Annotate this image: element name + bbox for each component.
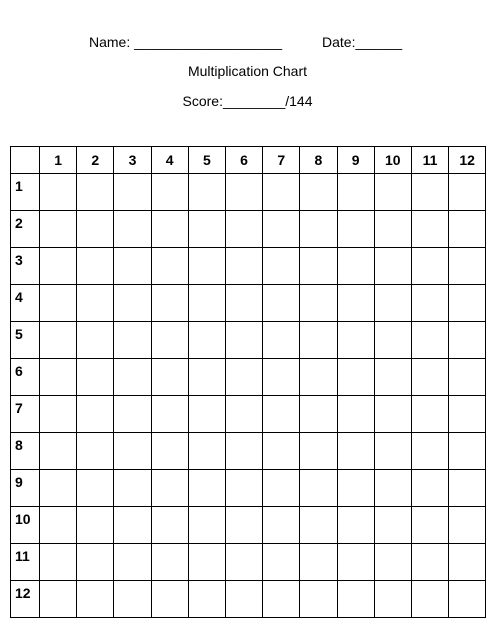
- answer-cell[interactable]: [40, 211, 77, 248]
- answer-cell[interactable]: [374, 248, 411, 285]
- column-header: 6: [225, 147, 262, 174]
- column-header: 4: [151, 147, 188, 174]
- answer-cell[interactable]: [263, 285, 300, 322]
- column-header: 5: [188, 147, 225, 174]
- answer-cell[interactable]: [40, 285, 77, 322]
- answer-cell[interactable]: [114, 322, 151, 359]
- answer-cell[interactable]: [114, 285, 151, 322]
- answer-cell[interactable]: [225, 322, 262, 359]
- answer-cell[interactable]: [263, 248, 300, 285]
- answer-cell[interactable]: [411, 470, 448, 507]
- answer-cell[interactable]: [40, 433, 77, 470]
- score-field-label: Score:________/144: [182, 93, 313, 109]
- row-header: 6: [11, 359, 40, 396]
- answer-cell[interactable]: [40, 507, 77, 544]
- answer-cell[interactable]: [374, 285, 411, 322]
- answer-cell[interactable]: [188, 396, 225, 433]
- answer-cell[interactable]: [337, 470, 374, 507]
- answer-cell[interactable]: [151, 248, 188, 285]
- answer-cell[interactable]: [40, 248, 77, 285]
- answer-cell[interactable]: [77, 248, 114, 285]
- column-header: 7: [263, 147, 300, 174]
- table-row: [11, 470, 486, 507]
- answer-cell[interactable]: [77, 433, 114, 470]
- answer-cell[interactable]: [77, 285, 114, 322]
- answer-cell[interactable]: [263, 211, 300, 248]
- answer-cell[interactable]: [411, 285, 448, 322]
- row-header: 5: [11, 322, 40, 359]
- answer-cell[interactable]: [449, 359, 486, 396]
- column-header-row: [11, 147, 486, 174]
- answer-cell[interactable]: [188, 211, 225, 248]
- answer-cell[interactable]: [263, 581, 300, 618]
- answer-cell[interactable]: [337, 544, 374, 581]
- answer-cell[interactable]: [114, 248, 151, 285]
- answer-cell[interactable]: [188, 285, 225, 322]
- answer-cell[interactable]: [114, 359, 151, 396]
- answer-cell[interactable]: [40, 544, 77, 581]
- answer-cell[interactable]: [263, 507, 300, 544]
- answer-cell[interactable]: [411, 359, 448, 396]
- column-header: 2: [77, 147, 114, 174]
- answer-cell[interactable]: [40, 174, 77, 211]
- answer-cell[interactable]: [374, 322, 411, 359]
- answer-cell[interactable]: [300, 470, 337, 507]
- answer-cell[interactable]: [337, 433, 374, 470]
- answer-cell[interactable]: [411, 396, 448, 433]
- answer-cell[interactable]: [374, 581, 411, 618]
- answer-cell[interactable]: [449, 433, 486, 470]
- answer-cell[interactable]: [114, 174, 151, 211]
- answer-cell[interactable]: [225, 359, 262, 396]
- table-row: [11, 359, 486, 396]
- answer-cell[interactable]: [337, 581, 374, 618]
- answer-cell[interactable]: [225, 248, 262, 285]
- answer-cell[interactable]: [151, 470, 188, 507]
- date-field-label: Date:______: [322, 34, 403, 50]
- answer-cell[interactable]: [225, 470, 262, 507]
- answer-cell[interactable]: [40, 470, 77, 507]
- answer-cell[interactable]: [263, 544, 300, 581]
- answer-cell[interactable]: [374, 470, 411, 507]
- table-row: [11, 581, 486, 618]
- answer-cell[interactable]: [151, 396, 188, 433]
- answer-cell[interactable]: [263, 433, 300, 470]
- row-header: 10: [11, 507, 40, 544]
- row-header: 12: [11, 581, 40, 618]
- answer-cell[interactable]: [225, 507, 262, 544]
- answer-cell[interactable]: [151, 433, 188, 470]
- answer-cell[interactable]: [77, 581, 114, 618]
- answer-cell[interactable]: [151, 322, 188, 359]
- answer-cell[interactable]: [337, 174, 374, 211]
- answer-cell[interactable]: [77, 470, 114, 507]
- answer-cell[interactable]: [114, 507, 151, 544]
- answer-cell[interactable]: [40, 322, 77, 359]
- answer-cell[interactable]: [40, 581, 77, 618]
- answer-cell[interactable]: [337, 359, 374, 396]
- row-header: 1: [11, 174, 40, 211]
- answer-cell[interactable]: [225, 581, 262, 618]
- answer-cell[interactable]: [300, 433, 337, 470]
- answer-cell[interactable]: [374, 174, 411, 211]
- table-row: [11, 174, 486, 211]
- table-row: [11, 211, 486, 248]
- answer-cell[interactable]: [225, 285, 262, 322]
- page-title: Multiplication Chart: [187, 63, 308, 79]
- answer-cell[interactable]: [188, 507, 225, 544]
- answer-cell[interactable]: [188, 581, 225, 618]
- answer-cell[interactable]: [300, 359, 337, 396]
- answer-cell[interactable]: [114, 396, 151, 433]
- answer-cell[interactable]: [225, 174, 262, 211]
- column-header: 3: [114, 147, 151, 174]
- table-row: [11, 396, 486, 433]
- answer-cell[interactable]: [77, 396, 114, 433]
- answer-cell[interactable]: [411, 433, 448, 470]
- answer-cell[interactable]: [188, 359, 225, 396]
- answer-cell[interactable]: [77, 211, 114, 248]
- answer-cell[interactable]: [300, 544, 337, 581]
- answer-cell[interactable]: [225, 433, 262, 470]
- answer-cell[interactable]: [449, 470, 486, 507]
- answer-cell[interactable]: [300, 507, 337, 544]
- answer-cell[interactable]: [411, 174, 448, 211]
- answer-cell[interactable]: [151, 174, 188, 211]
- answer-cell[interactable]: [337, 507, 374, 544]
- answer-cell[interactable]: [300, 285, 337, 322]
- answer-cell[interactable]: [374, 211, 411, 248]
- answer-cell[interactable]: [374, 507, 411, 544]
- answer-cell[interactable]: [188, 174, 225, 211]
- answer-cell[interactable]: [77, 507, 114, 544]
- answer-cell[interactable]: [449, 581, 486, 618]
- column-header: 11: [411, 147, 448, 174]
- answer-cell[interactable]: [151, 544, 188, 581]
- answer-cell[interactable]: [188, 544, 225, 581]
- answer-cell[interactable]: [77, 544, 114, 581]
- answer-cell[interactable]: [188, 248, 225, 285]
- answer-cell[interactable]: [411, 581, 448, 618]
- answer-cell[interactable]: [151, 359, 188, 396]
- answer-cell[interactable]: [449, 174, 486, 211]
- column-header: 9: [337, 147, 374, 174]
- row-header: 4: [11, 285, 40, 322]
- answer-cell[interactable]: [449, 396, 486, 433]
- column-header: 8: [300, 147, 337, 174]
- name-field-label: Name: ___________________: [89, 34, 283, 50]
- corner-cell: [11, 147, 40, 174]
- answer-cell[interactable]: [337, 322, 374, 359]
- answer-cell[interactable]: [449, 507, 486, 544]
- answer-cell[interactable]: [77, 322, 114, 359]
- answer-cell[interactable]: [337, 396, 374, 433]
- answer-cell[interactable]: [263, 470, 300, 507]
- answer-cell[interactable]: [114, 433, 151, 470]
- table-row: [11, 433, 486, 470]
- answer-cell[interactable]: [374, 359, 411, 396]
- answer-cell[interactable]: [411, 507, 448, 544]
- answer-cell[interactable]: [225, 396, 262, 433]
- row-header: 8: [11, 433, 40, 470]
- answer-cell[interactable]: [114, 581, 151, 618]
- answer-cell[interactable]: [40, 396, 77, 433]
- answer-cell[interactable]: [449, 211, 486, 248]
- answer-cell[interactable]: [449, 285, 486, 322]
- answer-cell[interactable]: [449, 544, 486, 581]
- column-header: 1: [40, 147, 77, 174]
- answer-cell[interactable]: [114, 211, 151, 248]
- answer-cell[interactable]: [374, 396, 411, 433]
- table-row: [11, 322, 486, 359]
- column-header: 10: [374, 147, 411, 174]
- column-header: 12: [449, 147, 486, 174]
- answer-cell[interactable]: [300, 581, 337, 618]
- answer-cell[interactable]: [151, 285, 188, 322]
- table-row: [11, 544, 486, 581]
- answer-cell[interactable]: [151, 507, 188, 544]
- answer-cell[interactable]: [263, 359, 300, 396]
- answer-cell[interactable]: [411, 322, 448, 359]
- answer-cell[interactable]: [411, 248, 448, 285]
- answer-cell[interactable]: [188, 470, 225, 507]
- row-header: 9: [11, 470, 40, 507]
- answer-cell[interactable]: [225, 211, 262, 248]
- answer-cell[interactable]: [300, 248, 337, 285]
- answer-cell[interactable]: [374, 544, 411, 581]
- multiplication-grid: [10, 146, 486, 618]
- table-row: [11, 248, 486, 285]
- answer-cell[interactable]: [114, 470, 151, 507]
- answer-cell[interactable]: [374, 433, 411, 470]
- answer-cell[interactable]: [263, 396, 300, 433]
- answer-cell[interactable]: [411, 544, 448, 581]
- row-header: 7: [11, 396, 40, 433]
- answer-cell[interactable]: [188, 433, 225, 470]
- row-header: 11: [11, 544, 40, 581]
- answer-cell[interactable]: [263, 174, 300, 211]
- answer-cell[interactable]: [40, 359, 77, 396]
- answer-cell[interactable]: [449, 322, 486, 359]
- answer-cell[interactable]: [151, 211, 188, 248]
- answer-cell[interactable]: [114, 544, 151, 581]
- answer-cell[interactable]: [77, 174, 114, 211]
- answer-cell[interactable]: [77, 359, 114, 396]
- answer-cell[interactable]: [337, 248, 374, 285]
- answer-cell[interactable]: [337, 285, 374, 322]
- table-row: [11, 285, 486, 322]
- answer-cell[interactable]: [337, 211, 374, 248]
- answer-cell[interactable]: [300, 174, 337, 211]
- answer-cell[interactable]: [300, 322, 337, 359]
- row-header: 3: [11, 248, 40, 285]
- row-header: 2: [11, 211, 40, 248]
- answer-cell[interactable]: [225, 544, 262, 581]
- answer-cell[interactable]: [449, 248, 486, 285]
- table-row: [11, 507, 486, 544]
- answer-cell[interactable]: [188, 322, 225, 359]
- answer-cell[interactable]: [300, 211, 337, 248]
- answer-cell[interactable]: [411, 211, 448, 248]
- answer-cell[interactable]: [300, 396, 337, 433]
- answer-cell[interactable]: [151, 581, 188, 618]
- answer-cell[interactable]: [263, 322, 300, 359]
